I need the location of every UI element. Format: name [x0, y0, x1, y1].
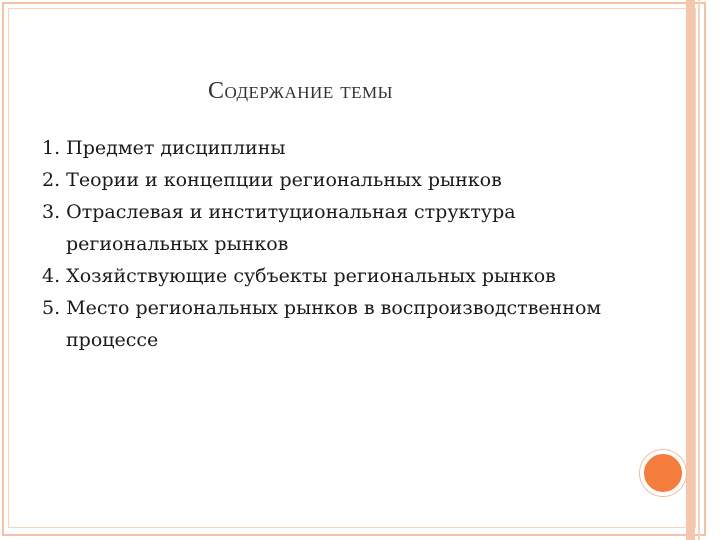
decorative-orange-circle-icon	[640, 450, 686, 496]
slide-title: Содержание темы	[208, 78, 393, 104]
decorative-side-line	[698, 0, 700, 540]
topic-list	[42, 132, 642, 356]
list-item: 1. Предмет дисциплины	[42, 137, 286, 159]
list-item: 5. Место региональных рынков в воспроизводственном процессе	[42, 297, 602, 351]
decorative-side-bar	[686, 0, 695, 540]
list-item: 2. Теории и концепции региональных рынков	[42, 169, 502, 191]
list-item: 4. Хозяйствующие субъекты региональных рынков	[42, 265, 556, 287]
list-item: 3. Отраслевая и институциональная структура региональных рынков	[42, 201, 516, 255]
